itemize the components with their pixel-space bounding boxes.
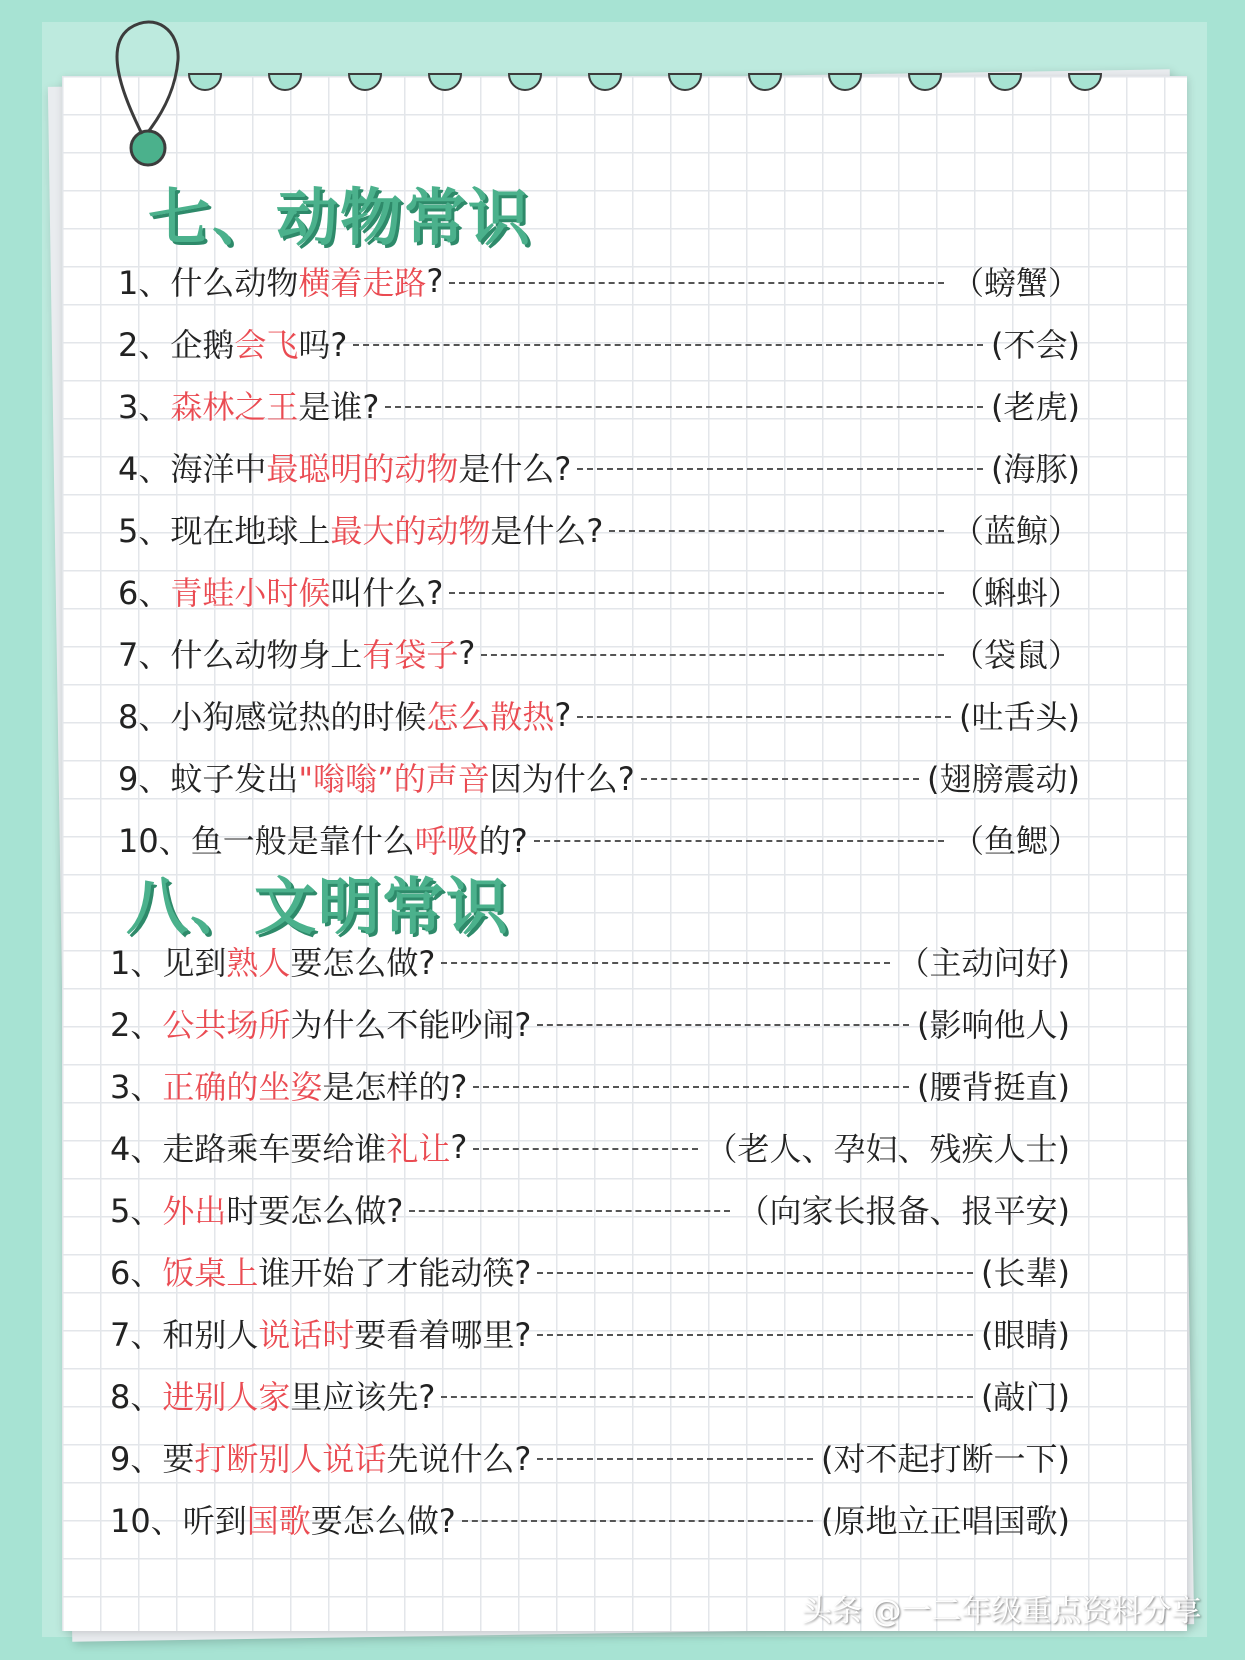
question-number: 9、: [118, 760, 171, 798]
question-keyword: 有袋子: [362, 636, 459, 674]
qa-row: [110, 1488, 1070, 1550]
question-number: 6、: [110, 1254, 163, 1292]
answer: (眼睛): [981, 1316, 1070, 1354]
question-number: 8、: [118, 698, 171, 736]
qa-row: [110, 1054, 1070, 1116]
answer: (腰背挺直): [917, 1068, 1070, 1106]
dashed-leader: [537, 1024, 909, 1026]
qa-row: [118, 498, 1080, 560]
qa-row: [110, 1116, 1070, 1178]
question-number: 5、: [110, 1192, 163, 1230]
question-number: 9、: [110, 1440, 163, 1478]
answer: (老虎): [991, 388, 1080, 426]
question-text-end: 先说什么?: [386, 1440, 532, 1478]
question-number: 7、: [110, 1316, 163, 1354]
dashed-leader: [534, 840, 944, 842]
question-text: 走路乘车要给谁: [162, 1130, 387, 1168]
dashed-leader: [441, 1396, 973, 1398]
dashed-leader: [385, 406, 983, 408]
qa-row: [118, 560, 1080, 622]
dashed-leader: [449, 282, 944, 284]
question-number: 5、: [118, 512, 171, 550]
question-number: 4、: [118, 450, 171, 488]
question-text: 要: [162, 1440, 195, 1478]
dashed-leader: [449, 592, 944, 594]
question-number: 1、: [118, 264, 171, 302]
question-text-end: 是怎样的?: [322, 1068, 468, 1106]
dashed-leader: [641, 778, 919, 780]
question-keyword: 公共场所: [162, 1006, 291, 1044]
question-number: 2、: [118, 326, 171, 364]
answer: （主动问好): [897, 944, 1070, 982]
question-text-end: 时要怎么做?: [226, 1192, 404, 1230]
dashed-leader: [537, 1458, 813, 1460]
qa-row: [110, 992, 1070, 1054]
section-title-animal: 七、动物常识: [148, 181, 533, 254]
dashed-leader: [473, 1148, 697, 1150]
dashed-leader: [353, 344, 983, 346]
question-text-end: 的?: [478, 822, 528, 860]
qa-row: [118, 250, 1080, 312]
question-text-end: 吗?: [298, 326, 348, 364]
question-text-end: 叫什么?: [330, 574, 444, 612]
civility-question-list: [110, 930, 1070, 1550]
question-keyword: 呼吸: [414, 822, 479, 860]
qa-row: [110, 930, 1070, 992]
question-keyword: 最聪明的动物: [266, 450, 459, 488]
question-number: 10、: [118, 822, 191, 860]
question-keyword: 正确的坐姿: [162, 1068, 323, 1106]
qa-row: [110, 1178, 1070, 1240]
question-keyword: 会飞: [234, 326, 299, 364]
answer: (海豚): [991, 450, 1080, 488]
question-keyword: 怎么散热: [426, 698, 555, 736]
qa-row: [118, 746, 1080, 808]
question-keyword: 外出: [162, 1192, 227, 1230]
question-number: 10、: [110, 1502, 183, 1540]
question-number: 1、: [110, 944, 163, 982]
question-keyword: 打断别人说话: [194, 1440, 387, 1478]
question-keyword: 进别人家: [162, 1378, 291, 1416]
question-text: 小狗感觉热的时候: [170, 698, 427, 736]
qa-row: [110, 1426, 1070, 1488]
qa-row: [110, 1302, 1070, 1364]
answer: （蝌蚪）: [951, 574, 1080, 612]
answer: （袋鼠）: [951, 636, 1080, 674]
question-text: 和别人: [162, 1316, 259, 1354]
question-number: 3、: [110, 1068, 163, 1106]
question-text: 听到: [182, 1502, 247, 1540]
dashed-leader: [577, 716, 951, 718]
answer: (吐舌头): [959, 698, 1080, 736]
answer: (翅膀震动): [927, 760, 1080, 798]
question-text-end: ?: [554, 696, 572, 734]
question-text-end: ?: [458, 634, 476, 672]
question-keyword: 森林之王: [170, 388, 299, 426]
question-text-end: 谁开始了才能动筷?: [258, 1254, 532, 1292]
question-text-end: 因为什么?: [489, 760, 635, 798]
question-keyword: 饭桌上: [162, 1254, 259, 1292]
answer: （鱼鳃）: [951, 822, 1080, 860]
question-keyword: "嗡嗡”的声音: [298, 760, 490, 798]
answer: (不会): [991, 326, 1080, 364]
question-keyword: 说话时: [258, 1316, 355, 1354]
question-number: 2、: [110, 1006, 163, 1044]
question-text-end: 要怎么做?: [290, 944, 436, 982]
dashed-leader: [609, 530, 944, 532]
qa-row: [118, 436, 1080, 498]
dashed-leader: [409, 1210, 729, 1212]
qa-row: [118, 684, 1080, 746]
question-text-end: 要怎么做?: [310, 1502, 456, 1540]
question-number: 3、: [118, 388, 171, 426]
question-keyword: 熟人: [226, 944, 291, 982]
qa-row: [110, 1240, 1070, 1302]
question-text-end: 是什么?: [458, 450, 572, 488]
question-text-end: 里应该先?: [290, 1378, 436, 1416]
question-text: 什么动物: [170, 264, 299, 302]
section-title-civility: 八、文明常识: [126, 870, 511, 943]
answer: （螃蟹）: [951, 264, 1080, 302]
question-text-end: 为什么不能吵闹?: [290, 1006, 532, 1044]
question-text: 见到: [162, 944, 227, 982]
question-keyword: 国歌: [246, 1502, 311, 1540]
question-text-end: ?: [450, 1128, 468, 1166]
answer: (影响他人): [917, 1006, 1070, 1044]
animal-question-list: [118, 250, 1080, 870]
question-number: 8、: [110, 1378, 163, 1416]
question-text-end: 要看着哪里?: [354, 1316, 532, 1354]
question-text-end: 是谁?: [298, 388, 380, 426]
question-text: 蚊子发出: [170, 760, 299, 798]
watermark: 头条 @一二年级重点资料分享: [802, 1594, 1202, 1629]
question-number: 4、: [110, 1130, 163, 1168]
question-keyword: 青蛙小时候: [170, 574, 331, 612]
question-keyword: 横着走路: [298, 264, 427, 302]
qa-row: [118, 622, 1080, 684]
answer: (原地立正唱国歌): [821, 1502, 1070, 1540]
answer: （蓝鲸）: [951, 512, 1080, 550]
question-text: 鱼一般是靠什么: [190, 822, 415, 860]
answer: (敲门): [981, 1378, 1070, 1416]
dashed-leader: [537, 1272, 973, 1274]
dashed-leader: [462, 1520, 813, 1522]
qa-row: [118, 312, 1080, 374]
question-text-end: 是什么?: [490, 512, 604, 550]
question-keyword: 礼让: [386, 1130, 451, 1168]
answer: （向家长报备、报平安): [737, 1192, 1070, 1230]
dashed-leader: [481, 654, 944, 656]
question-text-end: ?: [426, 262, 444, 300]
answer: (长辈): [981, 1254, 1070, 1292]
qa-row: [110, 1364, 1070, 1426]
question-text: 海洋中: [170, 450, 267, 488]
answer: （老人、孕妇、残疾人士): [705, 1130, 1070, 1168]
dashed-leader: [441, 962, 889, 964]
qa-row: [118, 374, 1080, 436]
question-number: 6、: [118, 574, 171, 612]
dashed-leader: [577, 468, 983, 470]
question-number: 7、: [118, 636, 171, 674]
question-text: 企鹅: [170, 326, 235, 364]
dashed-leader: [473, 1086, 909, 1088]
dashed-leader: [537, 1334, 973, 1336]
answer: (对不起打断一下): [821, 1440, 1070, 1478]
question-keyword: 最大的动物: [330, 512, 491, 550]
question-text: 现在地球上: [170, 512, 331, 550]
question-text: 什么动物身上: [170, 636, 363, 674]
